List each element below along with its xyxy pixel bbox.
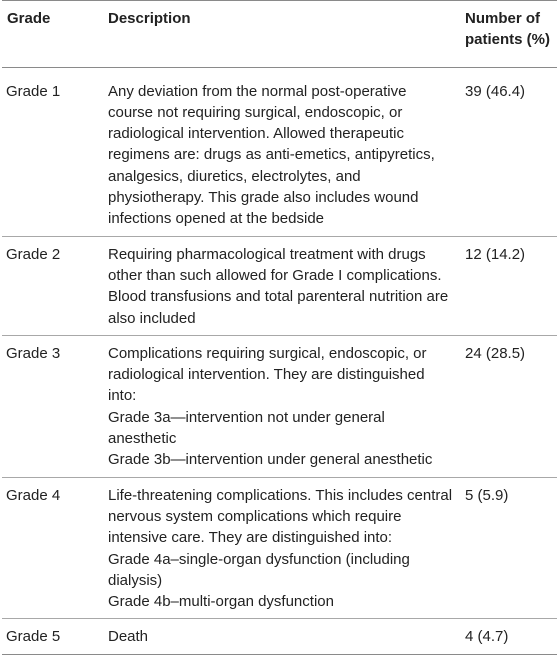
header-number-of-patients — [465, 1, 557, 68]
subgrade-3a-text: Grade 3a—intervention not under general anesthetic — [108, 408, 385, 448]
table-row — [2, 477, 557, 619]
grade-cell: Grade 3 — [6, 344, 61, 362]
table-row — [2, 67, 557, 236]
table-header — [2, 1, 557, 68]
description-cell — [108, 619, 465, 654]
patients-cell: 24 (28.5) — [465, 344, 526, 362]
description-cell — [108, 67, 465, 236]
patients-cell: 5 (5.9) — [465, 486, 509, 504]
description-cell — [108, 335, 465, 477]
description-cell — [108, 477, 465, 619]
description-text: Requiring pharmacological treatment with drugs other than such allowed for Grade I complications. Blood transfusions and total parenteral nutrition are also included — [108, 245, 449, 327]
description-cell — [108, 236, 465, 335]
description-text: Any deviation from the normal post-operative course not requiring surgical, endoscopic, or radiological intervention. Allowed therapeutic regimens are: drugs as anti-emetics, antipyretics, analgesics, diuretics, electrolytes, and physiotherapy. This grade also includes wound infections opened at the bedside — [108, 82, 435, 228]
table-body — [2, 67, 557, 654]
grade-cell: Grade 4 — [6, 486, 61, 504]
header-grade: Grade — [7, 10, 51, 27]
patients-cell: 4 (4.7) — [465, 628, 509, 646]
subgrade-4a-text: Grade 4a–single-organ dysfunction (including dialysis) — [108, 550, 410, 589]
header-description: Description — [108, 10, 191, 27]
description-text: Complications requiring surgical, endoscopic, or radiological intervention. They are distinguished into: — [108, 344, 427, 405]
complication-grade-table — [2, 0, 557, 655]
complication-grade-table-container — [2, 0, 557, 655]
subgrade-4b-text: Grade 4b–multi-organ dysfunction — [108, 593, 334, 611]
table-row — [2, 335, 557, 477]
table-row — [2, 619, 557, 654]
description-text: Life-threatening complications. This includes central nervous system complications which require intensive care. They are distinguished into: — [108, 486, 453, 547]
header-patients-line-2: patients (%) — [465, 31, 551, 49]
subgrade-3b-text: Grade 3b—intervention under general anesthetic — [108, 451, 433, 469]
header-row — [2, 1, 557, 68]
table-row — [2, 236, 557, 335]
patients-cell: 39 (46.4) — [465, 82, 526, 100]
header-patients-line-1: Number of — [465, 10, 540, 27]
patients-cell: 12 (14.2) — [465, 245, 526, 263]
description-text: Death — [108, 628, 149, 646]
grade-cell: Grade 2 — [6, 245, 61, 263]
grade-cell: Grade 5 — [6, 628, 61, 646]
grade-cell: Grade 1 — [6, 82, 61, 100]
